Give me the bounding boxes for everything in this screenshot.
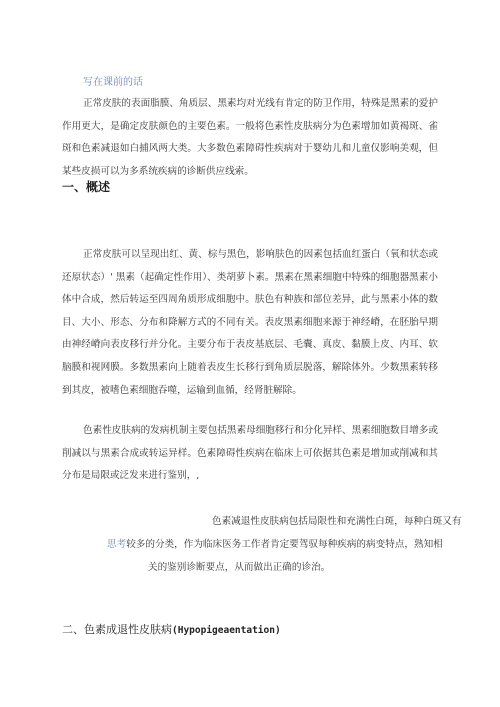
section2-heading-en: (Hypopigeaentation) bbox=[172, 625, 281, 636]
section-heading-hypopigmentation bbox=[62, 621, 281, 637]
overview-line-2 bbox=[107, 536, 443, 550]
intro-paragraph: 正常皮肤的表面脂膜、角质层、黑素均对光线有肯定的防卫作用，特殊是黑素的爱护作用更大，是确定皮肤颜色的主要色素。一般将色素性皮肤病分为色素增加如黄褐斑、雀斑和色素减退如白捕风两大类。大多数色素障碍性疾病对于婴幼儿和儿童仅影响美观，但某些皮损可以为多系统疾病的诊断供应线索。 bbox=[62, 98, 438, 177]
overview-line-2-text: 较多的分类，作为临床医务工作者肯定要驾驭每种疾病的病变特点，熟知相 bbox=[126, 539, 443, 550]
think-link[interactable]: 思考 bbox=[107, 539, 127, 550]
overview-paragraph-1: 正常皮肤可以呈现出红、黄、棕与黑色，影响肤色的因素包括血红蛋白（氧和状态或还原状态）' 黑素（起确定性作用）、类胡萝卜素。黑素在黑素细胞中特殊的细胞器黑素小体中合成，然后转运至四周角质形成细胞中。肤色有种族和部位差异，此与黑素小体的数目、大小、形态、分布和降解方式的不同有关。表皮黑素细胞来源于神经嵴，在胚胎早期由神经嵴向表皮移行并分化。主要分布于表皮基底层、毛囊、真皮、黏膜上皮、内耳、软脑膜和视网膜。多数黑素向上随着表皮生长移行到角质层脱落，解除体外。少数黑素转移到其皮，被嗜色素细胞吞噬，运输到血循，经肾脏解除。 bbox=[62, 249, 438, 396]
section2-heading-cn: 二、色素成退性皮肤病 bbox=[62, 623, 172, 636]
section-heading-overview: 一、概述 bbox=[62, 180, 111, 194]
overview-line-1: 色素减退性皮肤病包括局限性和充满性白斑，每种白斑又有 bbox=[212, 516, 462, 527]
overview-line-3: 关的鉴别诊断要点，从而做出正确的诊治。 bbox=[148, 562, 331, 573]
intro-heading: 写在课前的话 bbox=[83, 77, 143, 88]
overview-paragraph-2: 色素性皮肤病的发病机制主要包括黑素母细胞移行和分化异样、黑素细胞数目增多或削减以与黑素合成或转运异样。色素障碍性疾病在临床上可依据其色素是增加或削减和其分布是局限或泛发来进行鉴别，, bbox=[62, 425, 438, 482]
